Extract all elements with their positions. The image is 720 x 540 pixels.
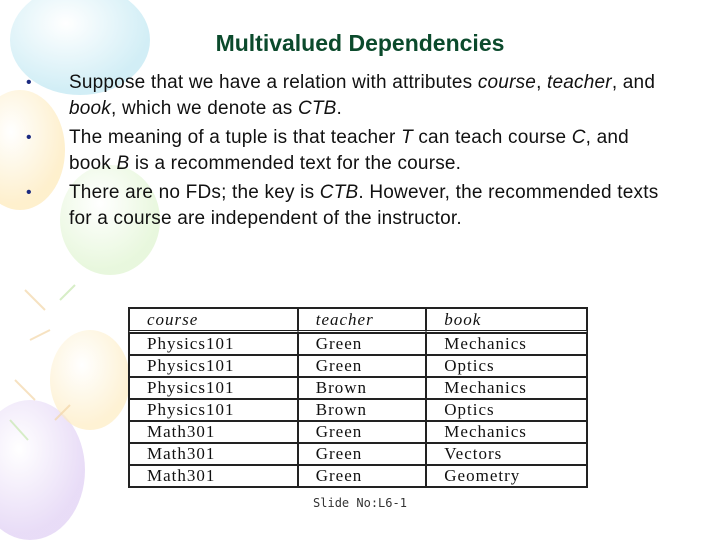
bullet-item	[26, 180, 676, 232]
table-cell: Brown	[298, 399, 427, 421]
italic-term: B	[116, 153, 130, 174]
table-cell: Mechanics	[426, 377, 587, 399]
bullet-text	[69, 182, 658, 229]
bullet-text	[69, 72, 655, 119]
text-run: is a recommended text for the course.	[129, 153, 462, 174]
bullet-icon	[26, 180, 32, 206]
text-run: . However, the recommended texts for a course are independent of the instructor.	[69, 182, 659, 229]
table-cell: Mechanics	[426, 333, 587, 355]
table-row	[129, 333, 587, 355]
table-row	[129, 421, 587, 443]
italic-term: T	[401, 127, 413, 148]
table-cell: Green	[298, 333, 427, 355]
table-cell: Math301	[129, 443, 298, 465]
table-row	[129, 465, 587, 487]
italic-term: C	[571, 127, 586, 148]
table-cell: Green	[298, 465, 427, 487]
bullet-item	[26, 70, 676, 122]
table-cell: Math301	[129, 465, 298, 487]
text-run: .	[336, 98, 343, 119]
table-row	[129, 377, 587, 399]
text-run: , and book	[69, 127, 629, 174]
italic-term: course	[477, 72, 537, 93]
table-cell: Physics101	[129, 333, 298, 355]
bullet-item	[26, 125, 676, 177]
bullet-icon	[26, 125, 32, 151]
italic-term: CTB	[297, 98, 337, 119]
column-header-course: course	[129, 308, 298, 333]
column-header-book: book	[426, 308, 587, 333]
table-cell: Optics	[426, 355, 587, 377]
slide-title: Multivalued Dependencies	[215, 30, 505, 56]
table-cell: Physics101	[129, 377, 298, 399]
table-cell: Optics	[426, 399, 587, 421]
table-header-row	[129, 308, 587, 333]
text-run: ,	[536, 72, 548, 93]
column-header-teacher: teacher	[298, 308, 427, 333]
text-run: The meaning of a tuple is that teacher	[69, 127, 402, 148]
table-cell: Mechanics	[426, 421, 587, 443]
text-run: , and	[611, 72, 656, 93]
text-run: Suppose that we have a relation with attributes	[69, 72, 478, 93]
italic-term: book	[69, 98, 112, 119]
table-row	[129, 399, 587, 421]
text-run: can teach course	[412, 127, 572, 148]
table-cell: Physics101	[129, 355, 298, 377]
table-cell: Geometry	[426, 465, 587, 487]
balloon-shape	[50, 330, 130, 430]
table-cell: Math301	[129, 421, 298, 443]
italic-term: teacher	[547, 72, 612, 93]
table-row	[129, 443, 587, 465]
table-cell: Brown	[298, 377, 427, 399]
table-cell: Green	[298, 421, 427, 443]
table-cell: Green	[298, 355, 427, 377]
italic-term: CTB	[319, 182, 359, 203]
bullet-icon	[26, 70, 32, 96]
table-cell: Green	[298, 443, 427, 465]
ctb-relation-table	[128, 307, 588, 488]
bullet-text	[69, 127, 629, 174]
text-run: There are no FDs; the key is	[69, 182, 320, 203]
text-run: , which we denote as	[111, 98, 298, 119]
table-row	[129, 355, 587, 377]
slide-number-footer: Slide No:L6-1	[313, 496, 407, 510]
table-cell: Vectors	[426, 443, 587, 465]
table-cell: Physics101	[129, 399, 298, 421]
bullet-list	[26, 70, 676, 235]
